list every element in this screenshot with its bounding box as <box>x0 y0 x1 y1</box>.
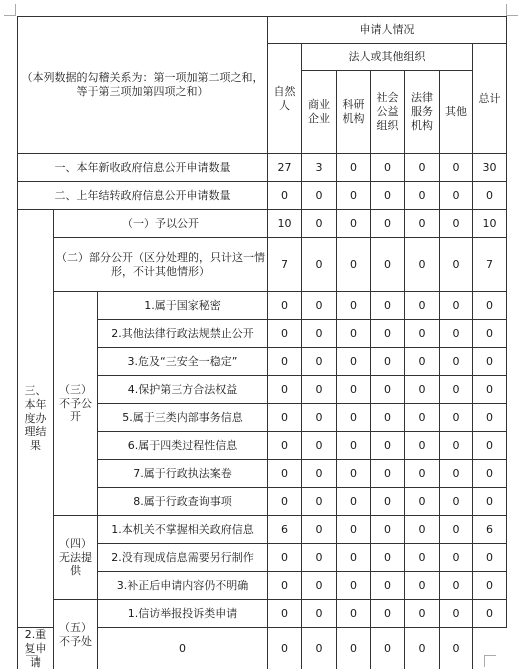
cell-business: 0 <box>302 432 337 460</box>
cell-business: 0 <box>302 600 337 628</box>
row-label: （一）予以公开 <box>54 210 268 238</box>
disclosure-statistics-table <box>17 16 507 669</box>
crop-mark-top-left <box>4 4 16 16</box>
cell-business: 0 <box>268 628 302 669</box>
legal-service-header: 法律服务机构 <box>405 71 440 154</box>
cell-other: 0 <box>440 238 473 292</box>
row-label: 1.信访举报投诉类申请 <box>98 600 268 628</box>
cell-other: 0 <box>440 600 473 628</box>
cell-research: 0 <box>337 292 371 320</box>
cell-legal-service: 0 <box>405 516 440 544</box>
cell-research: 0 <box>302 628 337 669</box>
note-cell: （本列数据的勾稽关系为：第一项加第二项之和，等于第三项加第四项之和） <box>18 17 268 154</box>
cell-other: 0 <box>440 572 473 600</box>
cell-other: 0 <box>440 516 473 544</box>
section-three-label: 三、本年度办理结果 <box>18 210 54 628</box>
natural-person-header: 自然人 <box>268 44 302 154</box>
cell-total: 0 <box>473 348 507 376</box>
business-header: 商业企业 <box>302 71 337 154</box>
row-label: 一、本年新收政府信息公开申请数量 <box>18 154 268 182</box>
cell-business: 0 <box>302 210 337 238</box>
row-label: 二、上年结转政府信息公开申请数量 <box>18 182 268 210</box>
group-three-label: （三）不予公开 <box>54 292 98 516</box>
cell-other: 0 <box>440 182 473 210</box>
cell-legal-service: 0 <box>405 432 440 460</box>
cell-total: 0 <box>473 292 507 320</box>
row-label: 8.属于行政查询事项 <box>98 488 268 516</box>
cell-natural-person: 0 <box>268 376 302 404</box>
table-row <box>18 154 507 182</box>
row-label: 2.没有现成信息需要另行制作 <box>98 544 268 572</box>
cell-research: 0 <box>337 154 371 182</box>
row-label: 3.补正后申请内容仍不明确 <box>98 572 268 600</box>
cell-legal-service: 0 <box>405 572 440 600</box>
cell-natural-person: 0 <box>268 348 302 376</box>
cell-research: 0 <box>337 572 371 600</box>
cell-natural-person: 27 <box>268 154 302 182</box>
cell-social-welfare: 0 <box>371 238 405 292</box>
cell-total: 10 <box>473 210 507 238</box>
cell-other: 0 <box>405 628 440 669</box>
cell-business: 0 <box>302 320 337 348</box>
cell-total: 0 <box>473 600 507 628</box>
cell-research: 0 <box>337 460 371 488</box>
cell-research: 0 <box>337 348 371 376</box>
cell-total: 0 <box>473 544 507 572</box>
table-row <box>18 292 507 320</box>
row-label: （二）部分公开（区分处理的，只计这一情形，不计其他情形） <box>54 238 268 292</box>
cell-total: 7 <box>473 238 507 292</box>
cell-business: 0 <box>302 376 337 404</box>
cell-other: 0 <box>440 348 473 376</box>
header-row-1 <box>18 17 507 44</box>
cell-business: 3 <box>302 154 337 182</box>
cell-legal-service: 0 <box>405 460 440 488</box>
cell-research: 0 <box>337 238 371 292</box>
cell-natural-person: 0 <box>268 182 302 210</box>
table-row <box>18 210 507 238</box>
cell-research: 0 <box>337 432 371 460</box>
cell-legal-service: 0 <box>405 210 440 238</box>
crop-mark-top-right <box>506 4 518 16</box>
social-welfare-header: 社会公益组织 <box>371 71 405 154</box>
row-label: 4.保护第三方合法权益 <box>98 376 268 404</box>
other-header: 其他 <box>440 71 473 154</box>
cell-research: 0 <box>337 516 371 544</box>
cell-social-welfare: 0 <box>371 404 405 432</box>
cell-legal-service: 0 <box>405 404 440 432</box>
cell-business: 0 <box>302 460 337 488</box>
cell-social-welfare: 0 <box>371 516 405 544</box>
cell-social-welfare: 0 <box>371 210 405 238</box>
group-five-label: （五）不予处 <box>54 600 98 669</box>
cell-natural-person: 0 <box>268 572 302 600</box>
cell-business: 0 <box>302 404 337 432</box>
cell-natural-person: 0 <box>268 460 302 488</box>
cell-natural-person: 6 <box>268 516 302 544</box>
cell-social-welfare: 0 <box>371 376 405 404</box>
cell-natural-person: 0 <box>268 404 302 432</box>
cell-total: 0 <box>473 432 507 460</box>
row-label: 2.其他法律行政法规禁止公开 <box>98 320 268 348</box>
cell-other: 0 <box>440 376 473 404</box>
cell-social-welfare: 0 <box>371 572 405 600</box>
cell-research: 0 <box>337 404 371 432</box>
cell-legal-service: 0 <box>405 154 440 182</box>
cell-total: 0 <box>473 572 507 600</box>
cell-other: 0 <box>440 460 473 488</box>
cell-other: 0 <box>440 544 473 572</box>
table-row <box>18 600 507 628</box>
cell-other: 0 <box>440 404 473 432</box>
cell-legal-service: 0 <box>405 238 440 292</box>
cell-natural-person: 0 <box>268 600 302 628</box>
cell-other: 0 <box>440 320 473 348</box>
cell-natural-person: 10 <box>268 210 302 238</box>
cell-other: 0 <box>440 432 473 460</box>
cell-legal-service: 0 <box>405 600 440 628</box>
cell-total: 0 <box>440 628 473 669</box>
cell-business: 0 <box>302 182 337 210</box>
cell-business: 0 <box>302 572 337 600</box>
cell-total: 0 <box>473 460 507 488</box>
cell-natural-person: 0 <box>268 292 302 320</box>
cell-research: 0 <box>337 544 371 572</box>
cell-other: 0 <box>440 210 473 238</box>
cell-legal-service: 0 <box>405 320 440 348</box>
cell-legal-service: 0 <box>405 348 440 376</box>
cell-business: 0 <box>302 348 337 376</box>
cell-social-welfare: 0 <box>337 628 371 669</box>
cell-natural-person: 0 <box>268 544 302 572</box>
applicant-situation-header: 申请人情况 <box>268 17 507 44</box>
table-row <box>18 238 507 292</box>
row-label: 3.危及“三安全一稳定” <box>98 348 268 376</box>
cell-business: 0 <box>302 488 337 516</box>
cell-total: 0 <box>473 182 507 210</box>
cell-natural-person: 0 <box>98 628 268 669</box>
cell-business: 0 <box>302 544 337 572</box>
cell-total: 0 <box>473 404 507 432</box>
cell-social-welfare: 0 <box>371 544 405 572</box>
cell-other: 0 <box>440 292 473 320</box>
cell-business: 0 <box>302 516 337 544</box>
group-four-label: （四）无法提供 <box>54 516 98 600</box>
cell-legal-service: 0 <box>405 182 440 210</box>
cell-research: 0 <box>337 210 371 238</box>
row-label: 2.重复申请 <box>18 628 54 669</box>
cell-total: 0 <box>473 376 507 404</box>
row-label: 1.本机关不掌握相关政府信息 <box>98 516 268 544</box>
cell-business: 0 <box>302 292 337 320</box>
table-row <box>18 182 507 210</box>
row-label: 1.属于国家秘密 <box>98 292 268 320</box>
cell-total: 6 <box>473 516 507 544</box>
total-header: 总计 <box>473 44 507 154</box>
cell-legal-service: 0 <box>405 376 440 404</box>
cell-other: 0 <box>440 154 473 182</box>
cell-research: 0 <box>337 182 371 210</box>
cell-natural-person: 7 <box>268 238 302 292</box>
row-label: 6.属于四类过程性信息 <box>98 432 268 460</box>
row-label: 5.属于三类内部事务信息 <box>98 404 268 432</box>
cell-social-welfare: 0 <box>371 320 405 348</box>
cell-social-welfare: 0 <box>371 154 405 182</box>
cell-total: 30 <box>473 154 507 182</box>
cell-total: 0 <box>473 488 507 516</box>
cell-research: 0 <box>337 488 371 516</box>
cell-natural-person: 0 <box>268 320 302 348</box>
cell-legal-service: 0 <box>405 292 440 320</box>
cell-social-welfare: 0 <box>371 600 405 628</box>
cell-social-welfare: 0 <box>371 460 405 488</box>
cell-social-welfare: 0 <box>371 432 405 460</box>
table-row <box>18 516 507 544</box>
cell-research: 0 <box>337 600 371 628</box>
cell-natural-person: 0 <box>268 488 302 516</box>
row-label: 7.属于行政执法案卷 <box>98 460 268 488</box>
cell-business: 0 <box>302 238 337 292</box>
cell-research: 0 <box>337 320 371 348</box>
cell-legal-service: 0 <box>405 488 440 516</box>
cell-other: 0 <box>440 488 473 516</box>
cell-natural-person: 0 <box>268 432 302 460</box>
cell-social-welfare: 0 <box>371 348 405 376</box>
cell-social-welfare: 0 <box>371 488 405 516</box>
cell-legal-service: 0 <box>405 544 440 572</box>
cell-legal-service: 0 <box>371 628 405 669</box>
cell-research: 0 <box>337 376 371 404</box>
cell-total: 0 <box>473 320 507 348</box>
cell-social-welfare: 0 <box>371 292 405 320</box>
research-header: 科研机构 <box>337 71 371 154</box>
legal-or-other-org-header: 法人或其他组织 <box>302 44 473 71</box>
cell-social-welfare: 0 <box>371 182 405 210</box>
